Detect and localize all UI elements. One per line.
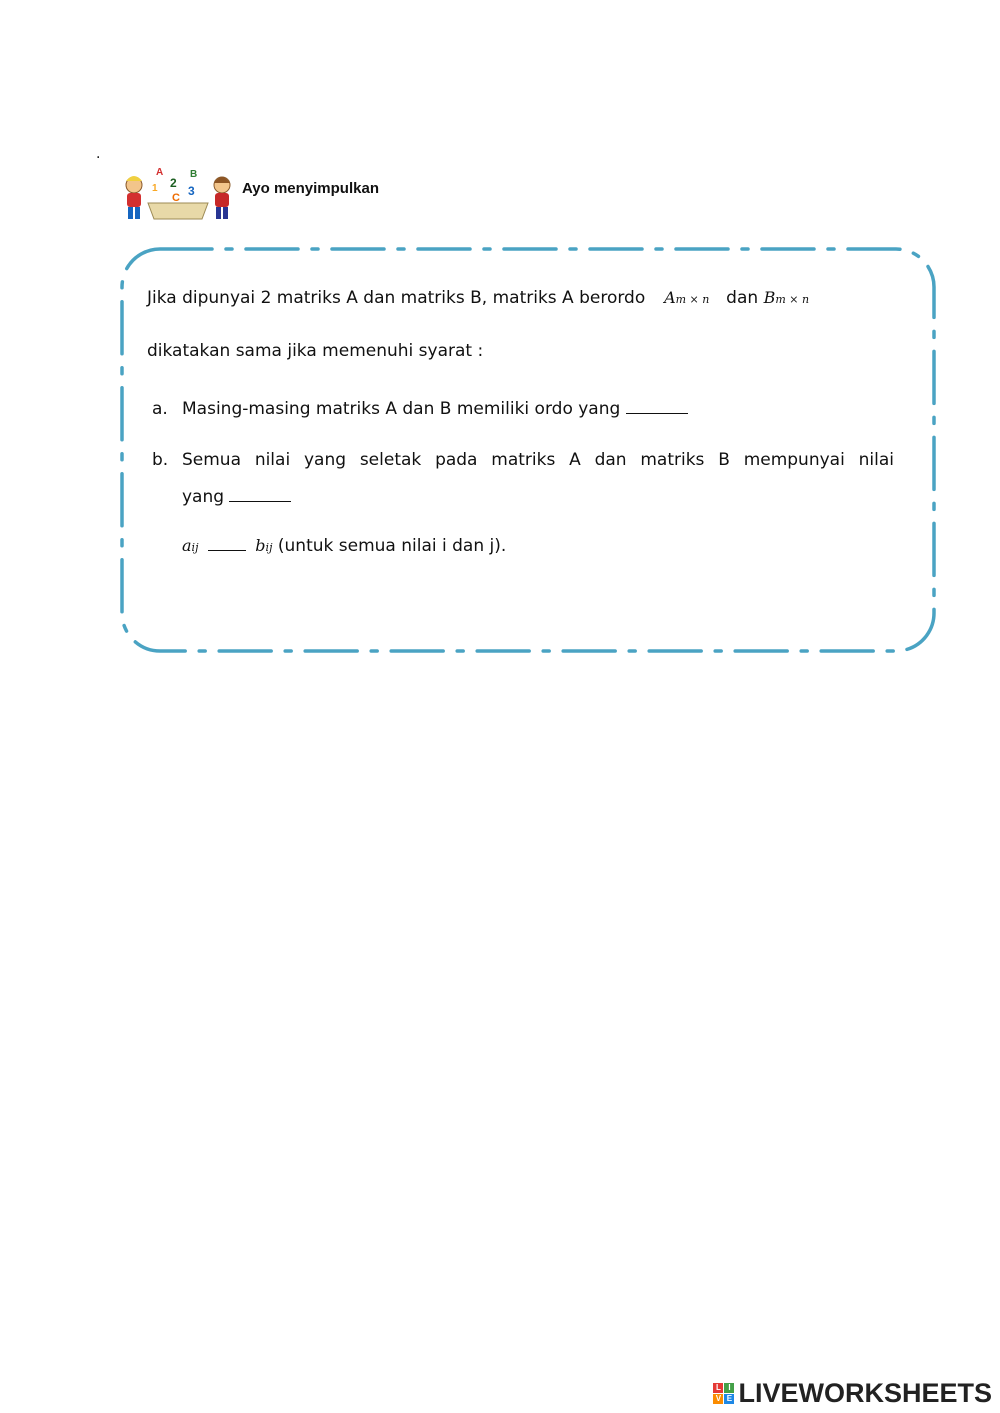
badge-letter: E bbox=[724, 1394, 734, 1404]
liveworksheets-badge-icon bbox=[713, 1383, 734, 1404]
logo-letter: A bbox=[156, 167, 164, 178]
item-b-word: nilai bbox=[858, 450, 894, 470]
liveworksheets-footer bbox=[713, 1376, 992, 1410]
item-b-word: matriks bbox=[640, 450, 705, 470]
matrix-b-order: m × n bbox=[775, 293, 810, 306]
item-a-text: Masing-masing matriks A dan B memiliki ordo yang bbox=[182, 399, 621, 419]
logo-letter: B bbox=[190, 169, 198, 180]
logo-letter: 1 bbox=[152, 183, 158, 194]
liveworksheets-brand: LIVEWORKSHEETS bbox=[738, 1377, 992, 1408]
item-b-line-2 bbox=[182, 487, 291, 507]
matrix-a-symbol: A bbox=[664, 288, 676, 307]
dan-connector: dan bbox=[726, 288, 759, 308]
element-a-subscript: ij bbox=[191, 541, 199, 554]
item-b-word: A bbox=[569, 450, 581, 470]
item-b-word: B bbox=[718, 450, 730, 470]
stray-dot: . bbox=[96, 146, 101, 162]
item-b-word: mempunyai bbox=[743, 450, 845, 470]
item-a-marker: a. bbox=[152, 399, 168, 419]
logo-letter: C bbox=[172, 192, 180, 204]
item-b-word: matriks bbox=[491, 450, 556, 470]
statement-line-2: dikatakan sama jika memenuhi syarat : bbox=[147, 341, 484, 361]
answer-blank-relation[interactable] bbox=[208, 549, 246, 551]
item-b-marker: b. bbox=[152, 450, 169, 470]
matrix-a-order: m × n bbox=[675, 293, 710, 306]
item-a bbox=[182, 399, 688, 419]
matrix-b-symbol: B bbox=[763, 288, 776, 307]
answer-blank-ordo[interactable] bbox=[626, 412, 688, 414]
item-b-word: pada bbox=[435, 450, 478, 470]
equality-condition bbox=[182, 536, 506, 556]
answer-blank-nilai[interactable] bbox=[229, 500, 291, 502]
logo-letter: 3 bbox=[188, 184, 195, 198]
item-b-word: dan bbox=[594, 450, 627, 470]
section-header bbox=[118, 163, 240, 225]
item-b-line-1 bbox=[182, 450, 894, 470]
statement-prefix: Jika dipunyai 2 matriks A dan matriks B, matriks A berordo bbox=[147, 288, 646, 308]
logo-letter: 2 bbox=[170, 176, 177, 190]
item-b-word: Semua bbox=[182, 450, 242, 470]
element-b-subscript: ij bbox=[265, 541, 273, 554]
section-title: Ayo menyimpulkan bbox=[242, 180, 379, 197]
item-b-word: nilai bbox=[254, 450, 291, 470]
item-b-word: seletak bbox=[359, 450, 422, 470]
badge-letter: V bbox=[713, 1394, 723, 1404]
badge-letter: I bbox=[724, 1383, 734, 1393]
item-b-word: yang bbox=[303, 450, 347, 470]
item-b-line-2-text: yang bbox=[182, 487, 225, 507]
equality-suffix: (untuk semua nilai i dan j). bbox=[277, 536, 507, 556]
element-a: a bbox=[182, 536, 192, 555]
statement-line-1 bbox=[147, 288, 809, 308]
kids-with-letters-logo bbox=[118, 163, 240, 225]
badge-letter: L bbox=[713, 1383, 723, 1393]
element-b: b bbox=[255, 536, 266, 555]
